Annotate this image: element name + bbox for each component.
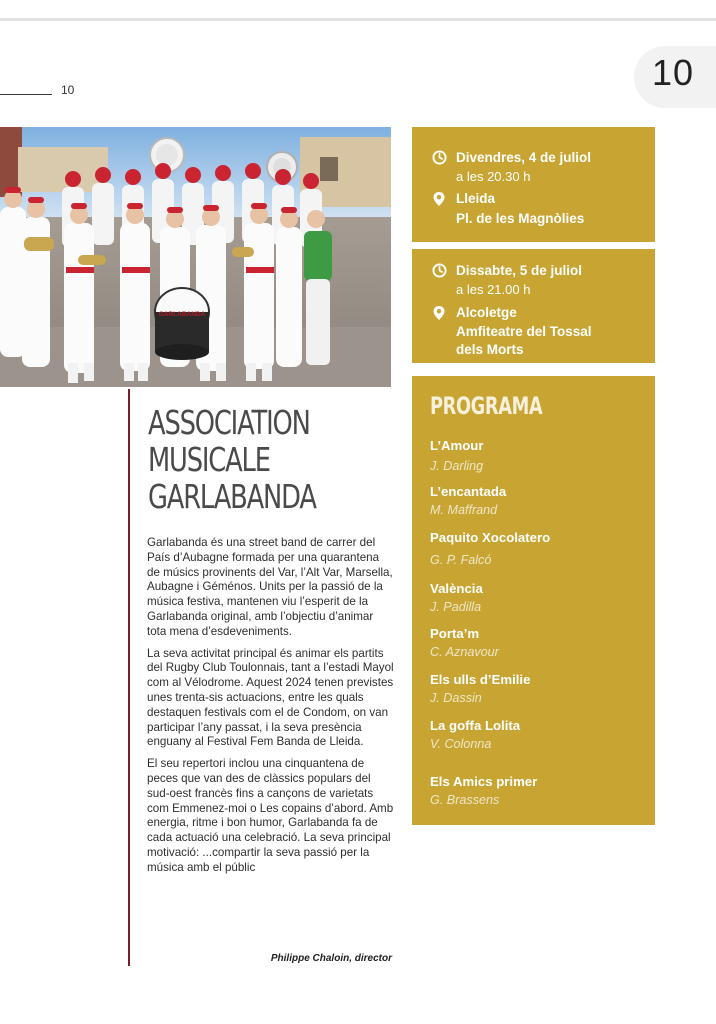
signature: Philippe Chaloin, director xyxy=(270,953,392,964)
program-item xyxy=(430,484,506,518)
program-song: València xyxy=(430,581,483,596)
title-line-2: MUSICALE xyxy=(148,440,270,479)
program-item xyxy=(430,774,537,808)
program-song: Els ulls d’Emilie xyxy=(430,672,531,687)
page-number: 10 xyxy=(652,52,695,93)
programa-title: PROGRAMA xyxy=(430,392,543,420)
program-song: L’encantada xyxy=(430,484,507,499)
program-item xyxy=(430,438,483,474)
event-1-time: a les 20.30 h xyxy=(456,169,531,184)
program-item xyxy=(430,626,499,660)
location-pin-icon xyxy=(432,305,448,321)
program-author: M. Maffrand xyxy=(430,503,498,517)
top-rule xyxy=(0,18,716,21)
program-song: Porta’m xyxy=(430,626,480,641)
program-author: G. Brassens xyxy=(430,793,500,807)
program-author: V. Colonna xyxy=(430,737,492,751)
program-item xyxy=(430,718,520,752)
event-2-date: Dissabte, 5 de juliol xyxy=(456,263,583,278)
paragraph-1: Garlabanda és una street band de carrer del País d’Aubagne formada per una quarantena de músics provinents del Var, l’Alt Var, Marsella, Aubagne i Géménos. Units per la passió de la música festiva, mantenen viu l’esperit de la Garlabanda original, amb l’objectiu d’animar tota mena d’esdeveniments. xyxy=(147,536,393,638)
event-2-venue-line-2: dels Morts xyxy=(456,342,524,357)
article-title xyxy=(148,404,335,515)
clock-icon xyxy=(432,150,448,166)
event-box-2 xyxy=(412,249,655,363)
program-song: L’Amour xyxy=(430,438,484,453)
program-author: C. Aznavour xyxy=(430,645,499,659)
program-author: J. Darling xyxy=(430,459,484,473)
program-song: La goffa Lolita xyxy=(430,718,521,733)
band-photo xyxy=(0,127,391,387)
location-pin-icon xyxy=(432,191,448,207)
programa-box xyxy=(412,376,655,825)
title-line-3: GARLABANDA xyxy=(148,477,316,516)
title-line-1: ASSOCIATION xyxy=(148,403,310,442)
paragraph-2: La seva activitat principal és animar els partits del Rugby Club Toulonnais, tant a l’estadi Mayol com al Vélodrome. Aquest 2024 tenen previstes unes trenta-sis actuacions, entre les quals destaquen festivals com el de Condom, on van participar l’any passat, i la seva presència enguany al Festival Fem Banda de Lleida. xyxy=(147,646,394,749)
folio-line xyxy=(0,94,52,95)
program-song: Paquito Xocolatero xyxy=(430,530,551,545)
program-item xyxy=(430,581,483,615)
program-item xyxy=(430,530,550,568)
program-song: Els Amics primer xyxy=(430,774,538,789)
article-accent-rule xyxy=(128,389,130,966)
program-author: G. P. Falcó xyxy=(430,553,492,567)
event-1-city: Lleida xyxy=(456,191,496,206)
paragraph-3: El seu repertori inclou una cinquantena de peces que van des de clàssics populars del sud-oest francès fins a cançons de varietats com Emmenez-moi o Les copains d’abord. Amb energia, ritme i bon humor, Garlabanda fa de cada actuació una celebració. La seva principal motivació: ...compartir la seva passió per la música amb el públic xyxy=(147,757,394,874)
program-item xyxy=(430,672,530,706)
article-body xyxy=(147,536,395,883)
drum-label: GARLABANDA xyxy=(158,311,206,318)
event-box-1 xyxy=(412,127,655,242)
event-1-date: Divendres, 4 de juliol xyxy=(456,150,592,165)
program-author: J. Padilla xyxy=(430,600,482,614)
folio-small: 10 xyxy=(61,83,75,97)
event-2-time: a les 21.00 h xyxy=(456,282,531,297)
event-2-venue-line-1: Amfiteatre del Tossal xyxy=(456,324,592,339)
clock-icon xyxy=(432,263,448,279)
event-2-city: Alcoletge xyxy=(456,305,517,320)
program-author: J. Dassin xyxy=(430,691,482,705)
event-1-venue: Pl. de les Magnòlies xyxy=(456,211,585,226)
